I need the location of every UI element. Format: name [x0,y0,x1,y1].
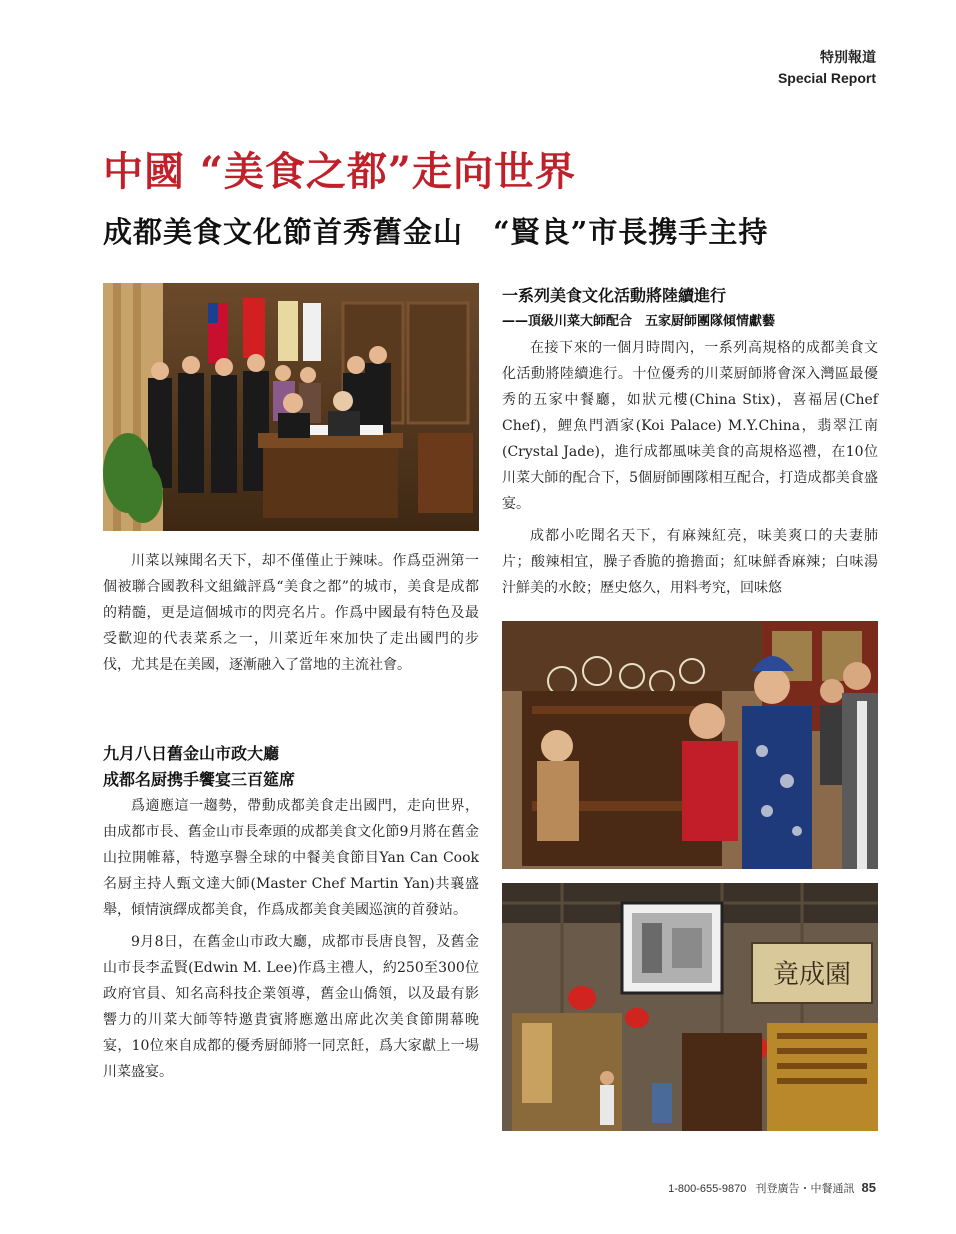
section-heading-sf-city-hall [103,741,295,793]
photo-street-food-chef [502,621,878,869]
page-number: 85 [861,1180,876,1195]
footer-phone: 1-800-655-9870 [668,1183,747,1195]
body-paragraph-1: 爲適應這一趨勢，帶動成都美食走出國門，走向世界，由成都市長、舊金山市長牽頭的成都美食文化節9月將在舊金山拉開帷幕，特邀享譽全球的中餐美食節目Yan Can Cook 名厨主持人甄文達大師(Master Chef Martin Yan)共襄盛舉，傾情演繹成都美食，作爲成都美食美國巡演的首發站。 [103,798,479,918]
sign-text: 竟成園 [772,960,852,990]
section-tag-zh: 特別報道 [820,50,876,66]
intro-paragraph: 川菜以辣聞名天下，却不僅僅止于辣味。作爲亞洲第一個被聯合國教科文組織評爲“美食之都”的城市，美食是成都的精髓，更是這個城市的閃亮名片。作爲中國最有特色及最受歡迎的代表菜系之一，川菜近年來加快了走出國門的步伐，尤其是在美國，逐漸融入了當地的主流社會。 [103,553,479,673]
section-subheading-activities: ——頂級川菜大師配合 五家厨師團隊傾情獻藝 [502,314,776,329]
section-heading-line-1: 九月八日舊金山市政大廳 [103,744,280,763]
right-body-text [502,335,878,607]
footer-text: 刊登廣告・中餐通訊 [755,1183,855,1195]
article-title: 中國 “美食之都”走向世界 [103,148,576,195]
photo-signing-ceremony [103,283,479,531]
right-paragraph-2: 成都小吃聞名天下，有麻辣紅亮，味美爽口的夫妻肺片；酸辣相宜，臊子香脆的擔擔面；紅味鮮香麻辣；白味湯汁鮮美的水餃；歷史悠久，用料考究，回味悠 [502,528,878,596]
section-heading-line-2: 成都名厨携手饗宴三百筵席 [103,770,296,789]
photo-restaurant-street [502,883,878,1131]
left-body-text [103,793,479,1091]
page-footer [668,1180,876,1196]
section-tag [778,48,876,88]
body-paragraph-2: 9月8日，在舊金山市政大廳，成都市長唐良智，及舊金山市長李孟賢(Edwin M. Lee)作爲主禮人，約250至300位政府官員、知名高科技企業領導，舊金山僑領，以及最有影響力的川菜大師等特邀貴賓將應邀出席此次美食節開幕晚宴，10位來自成都的優秀厨師將一同烹飪，爲大家獻上一場川菜盛宴。 [103,934,479,1080]
article-subtitle: 成都美食文化節首秀舊金山 “賢良”市長携手主持 [103,215,769,249]
section-tag-en: Special Report [777,70,876,86]
right-paragraph-1: 在接下來的一個月時間內，一系列高規格的成都美食文化活動將陸續進行。十位優秀的川菜厨師將會深入灣區最優秀的五家中餐廳，如狀元樓(China Stix)，喜福居(Chef Chef)，鯉魚門酒家(Koi Palace) M.Y.China，翡翠江南(Crystal Jade)，進行成都風味美食的高規格巡禮，在10位川菜大師的配合下，5個厨師團隊相互配合，打造成都美食盛宴。 [502,340,878,512]
section-heading-activities: 一系列美食文化活動將陸續進行 [502,286,727,305]
left-intro-text [103,548,479,684]
